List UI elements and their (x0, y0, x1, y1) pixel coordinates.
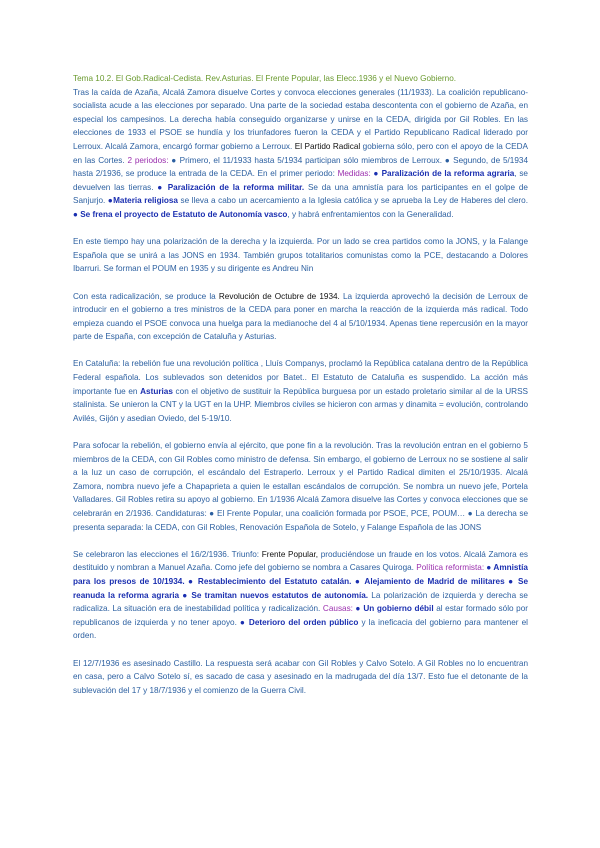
p1-text-run: , y habrá enfrentamientos con la Generalidad. (287, 209, 454, 219)
p2-text-run: En este tiempo hay una polarización de la derecha y la izquierda. Por un lado se crea partidos como la JONS, y la Falange Española que se unirá a las JONS en 1934. También grupos totalitarios comunistas como la PCE, destacando a Dolores Ibarruri. Se forman el POUM en 1935 y su dirigente es Andreu Nin (73, 237, 528, 274)
document-title: Tema 10.2. El Gob.Radical-Cedista. Rev.Asturias. El Frente Popular, las Elecc.1936 y el Nuevo Gobierno. (73, 74, 457, 83)
p1-text-run: se lleva a cabo un acercamiento a la Iglesia católica y se aprueba la Ley de Haberes del clero. (177, 196, 528, 206)
paragraph-asesinato-castillo (73, 657, 528, 698)
paragraph-fin-revolucion (73, 439, 528, 534)
p6-text-run: ● Un gobierno débil (352, 604, 434, 614)
p1-text-run: ● Paralización de la reforma militar. (157, 182, 305, 192)
p6-text-run: y la ineficacia del gobierno para mantener el orden. (73, 617, 528, 641)
p1-text-run: ● Primero, el 11/1933 hasta 5/1934 participan sólo miembros de Lerroux. ● Segundo, de 5/1934 hasta 2/1936, se produce la entrada de la CEDA. En el primer periodo: (73, 155, 528, 179)
p6-text-run: Frente Popular, (261, 549, 319, 559)
p1-text-run: Se da una amnistía para los participantes en el golpe de Sanjurjo. (73, 182, 528, 206)
p5-text-run: Para sofocar la rebelión, el gobierno envía al ejército, que pone fin a la revolución. Tras la revolución entran en el gobierno 5 miembros de la CEDA, con Gil Robles como ministro de defensa. Sin embargo, el gobierno de Lerroux no se sostiene al salir a la luz un caso de corrupción, el escándalo del Estraperlo. Lerroux y el Partido Radical dimiten el 25/10/1935. Alcalá Zamora, nombra nuevo jefe a Chapaprieta a quien le estallan escándalos de corrupción. Se nombra un nuevo jefe, Portela Valladares. Gil Robles retira su apoyo al gobierno. En 1/1936 Alcalá Zamora disuelve las Cortes y convoca elecciones que se celebrarán en 2/1936. Candidaturas: ● El Frente Popular, una coalición formada por PSOE, PCE, POUM… ● La derecha se presenta separada: la CEDA, con Gil Robles, Renovación Española de Sotelo, y Falange Española de las JONS (73, 441, 528, 532)
p3-text-run: Revolución de Octubre de 1934. (218, 291, 340, 301)
p4-text-run: con el objetivo de sustituir la República burguesa por un estado proletario similar al de la URSS stalinista. Se unieron la CNT y la UGT en la UHP. Miembros civiles se hicieron con armas y dinamita = evolución, controlando Avilés, Gijón y asedian Oviedo, del 5-19/10. (73, 386, 528, 423)
p4-text-run: Asturias (140, 386, 173, 396)
paragraph-cataluna-asturias (73, 357, 528, 425)
p1-text-run: ● Paralización de la reforma agraria (370, 169, 515, 179)
paragraph-gobierno-radical-cedista (73, 72, 528, 222)
p1-text-run: El Partido Radical (294, 141, 361, 151)
p6-text-run: al estar formado sólo por republicanos de izquierda y no tener apoyo. (73, 604, 528, 627)
p1-text-run: Tras la caída de Azaña, Alcalá Zamora disuelve Cortes y convoca elecciones generales (11/1933). La coalición republicano-socialista acude a las elecciones por separado. Una parte de la sociedad estaba descontenta con el gobierno de Azaña, en especial los campesinos. La derecha había conseguido organizarse y unirse en la CEDA, dirigida por Gil Robles. En las elecciones de 1933 el PSOE se hundía y los triunfadores fueron la CEDA y el Partido Republicano Radical liderado por Lerroux. Alcalá Zamora, encargó formar gobierno a Lerroux. (73, 87, 528, 151)
p1-text-run: 2 periodos: (127, 155, 169, 165)
paragraph-elecciones-1936 (73, 548, 528, 643)
p7-text-run: El 12/7/1936 es asesinado Castillo. La respuesta será acabar con Gil Robles y Calvo Sotelo. A Gil Robles no lo encuentran en casa, pero a Calvo Sotelo sí, es sacado de casa y asesinado en la madrugada del día 13/7. Esto fue el detonante de la sublevación del 17 y 18/7/1936 y el comienzo de la Guerra Civil. (73, 658, 528, 695)
paragraph-polarizacion (73, 235, 528, 276)
p1-text-run: Medidas: (337, 169, 371, 179)
paragraph-revolucion-octubre (73, 290, 528, 344)
p3-text-run: La izquierda aprovechó la decisión de Lerroux de introducir en el gobierno a tres ministros de la CEDA para poner en marcha la reacción de la izquierda más radical. Todo empieza cuando el PSOE convoca una huelga para la medianoche del 4 al 5/10/1934. Apenas tiene repercusión en la mayor parte de España, con excepción de Cataluña y Asturias. (73, 291, 528, 342)
p6-text-run: Política reformista: (416, 563, 485, 573)
p1-text-run: , se devuelven las tierras. (73, 169, 528, 192)
p1-text-run: gobierna sólo, pero con el apoyo de la CEDA en las Cortes. (73, 141, 528, 165)
p6-text-run: Causas: (322, 604, 353, 614)
document-page (73, 72, 528, 697)
p4-text-run: En Cataluña: la rebelión fue una revolución política , Lluís Companys, proclamó la República catalana dentro de la República Federal española. Los sublevados son detenidos por Batet.. El Estatuto de Cataluña es suspendido. La acción más importante fue en (73, 359, 528, 396)
p6-text-run: Se celebraron las elecciones el 16/2/1936. Triunfo: (73, 549, 262, 559)
p6-text-run: La polarización de izquierda y derecha se radicaliza. La situación era de inestabilidad política y radicalización. (73, 590, 528, 614)
p3-text-run: Con esta radicalización, se produce la (73, 291, 219, 301)
p6-text-run: produciéndose un fraude en los votos. Alcalá Zamora es destituido y nombran a Manuel Azaña. Como jefe del gobierno se nombra a Casares Quiroga. (73, 549, 529, 573)
p6-text-run: ● Amnistía para los presos de 10/1934. ● Restablecimiento del Estatuto catalán. ● Alejamiento de Madrid de militares ● Se reanuda la reforma agraria ● Se tramitan nuevos estatutos de autonomía. (73, 563, 528, 600)
p1-text-run: ●Materia religiosa (107, 196, 178, 206)
p6-text-run: ● Deterioro del orden público (240, 617, 359, 627)
p1-text-run: ● Se frena el proyecto de Estatuto de Autonomía vasco (73, 209, 288, 219)
